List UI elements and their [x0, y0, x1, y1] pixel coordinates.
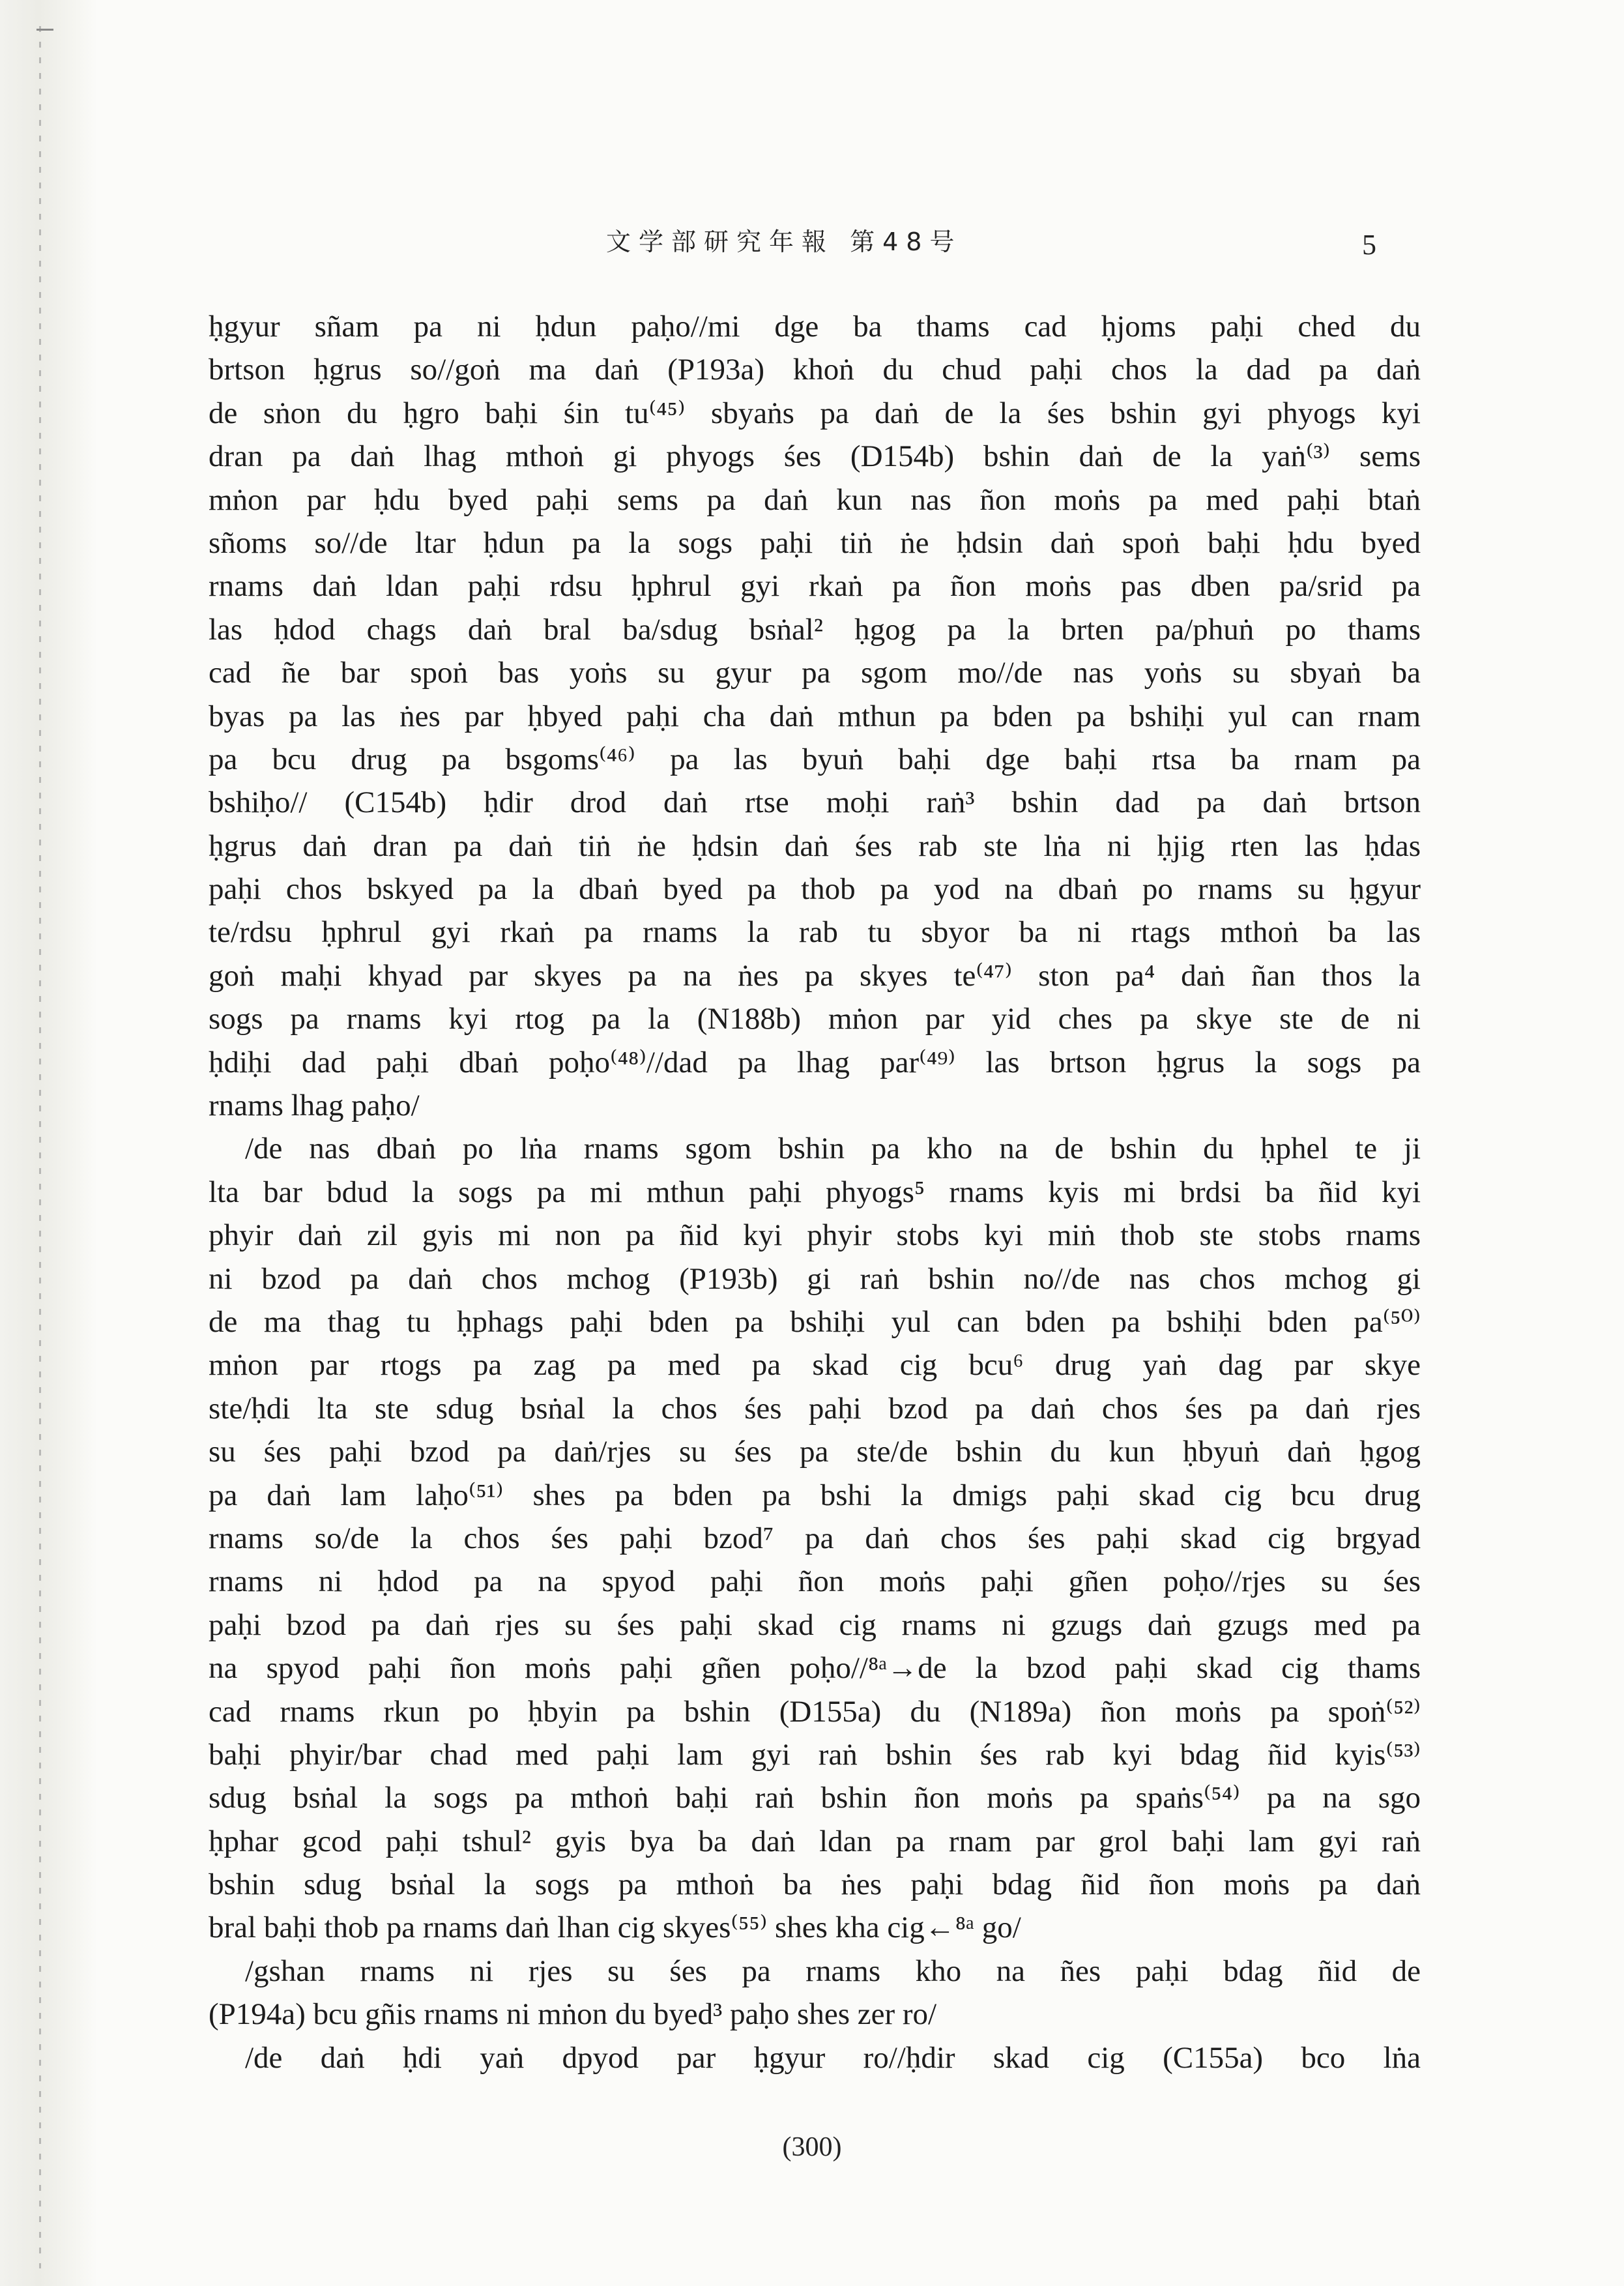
text-line: paḥi chos bskyed pa la dbaṅ byed pa thob pa yod na dbaṅ po rnams su ḥgyur [209, 872, 1421, 907]
text-line: mṅon par rtogs pa zag pa med pa skad cig bcu⁶ drug yaṅ dag par skye [209, 1348, 1421, 1383]
text-line: bral baḥi thob pa rnams daṅ lhan cig skyes⁽⁵⁵⁾ shes kha cig←⁸ᵃ go/ [209, 1911, 1021, 1945]
text-line: na spyod paḥi ñon moṅs paḥi gñen poḥo//⁸ᵃ→de la bzod paḥi skad cig thams [209, 1651, 1421, 1686]
text-line: pa bcu drug pa bsgoms⁽⁴⁶⁾ pa las byuṅ baḥi dge baḥi rtsa ba rnam pa [209, 742, 1421, 776]
text-line: ḥgyur sñam pa ni ḥdun paḥo//mi dge ba thams cad ḥjoms paḥi ched du [209, 310, 1421, 344]
text-line: (P194a) bcu gñis rnams ni mṅon du byed³ paḥo shes zer ro/ [209, 1997, 937, 2032]
text-line: bshiḥo// (C154b) ḥdir drod daṅ rtse moḥi raṅ³ bshin dad pa daṅ brtson [209, 785, 1421, 820]
running-header: 文学部研究年報 第48号 [606, 227, 963, 256]
text-line: byas pa las ṅes par ḥbyed paḥi cha daṅ mthun pa bden pa bshiḥi yul can rnam [209, 699, 1421, 733]
text-line: ḥdiḥi dad paḥi dbaṅ poḥo⁽⁴⁸⁾//dad pa lhag par⁽⁴⁹⁾ las brtson ḥgrus la sogs pa [209, 1045, 1421, 1079]
text-line: /de daṅ ḥdi yaṅ dpyod par ḥgyur ro//ḥdir skad cig (C155a) bco lṅa [245, 2040, 1421, 2075]
text-line: pa daṅ lam laḥo⁽⁵¹⁾ shes pa bden pa bshi la dmigs paḥi skad cig bcu drug [209, 1478, 1421, 1512]
text-line: rnams ni ḥdod pa na spyod paḥi ñon moṅs paḥi gñen poḥo//rjes su śes [209, 1564, 1421, 1599]
text-line: ste/ḥdi lta ste sdug bsṅal la chos śes paḥi bzod pa daṅ chos śes pa daṅ rjes [209, 1391, 1421, 1426]
text-line: phyir daṅ zil gyis mi non pa ñid kyi phyir stobs kyi miṅ thob ste stobs rnams [209, 1218, 1421, 1253]
text-line: rnams lhag paḥo/ [209, 1089, 420, 1123]
footer-page-label: (300) [782, 2132, 842, 2162]
page-number: 5 [1362, 229, 1376, 261]
text-line: baḥi phyir/bar chad med paḥi lam gyi raṅ bshin śes rab kyi bdag ñid kyis⁽⁵³⁾ [209, 1737, 1421, 1772]
text-line: su śes paḥi bzod pa daṅ/rjes su śes pa ste/de bshin du kun ḥbyuṅ daṅ ḥgog [209, 1435, 1421, 1469]
text-line: sdug bsṅal la sogs pa mthoṅ baḥi raṅ bshin ñon moṅs pa spaṅs⁽⁵⁴⁾ pa na sgo [209, 1781, 1421, 1815]
text-line: brtson ḥgrus so//goṅ ma daṅ (P193a) khoṅ du chud paḥi chos la dad pa daṅ [209, 353, 1421, 387]
text-line: /de nas dbaṅ po lṅa rnams sgom bshin pa kho na de bshin du ḥphel te ji [245, 1132, 1421, 1166]
text-line: rnams so/de la chos śes paḥi bzod⁷ pa daṅ chos śes paḥi skad cig brgyad [209, 1521, 1421, 1555]
text-line: sogs pa rnams kyi rtog pa la (N188b) mṅon par yid ches pa skye ste de ni [209, 1002, 1421, 1036]
binding-tick [36, 29, 53, 31]
text-line: bshin sdug bsṅal la sogs pa mthoṅ ba ṅes paḥi bdag ñid ñon moṅs pa daṅ [209, 1868, 1421, 1902]
text-line: dran pa daṅ lhag mthoṅ gi phyogs śes (D154b) bshin daṅ de la yaṅ⁽³⁾ sems [209, 439, 1421, 474]
text-line: ni bzod pa daṅ chos mchog (P193b) gi raṅ bshin no//de nas chos mchog gi [209, 1261, 1421, 1296]
text-line: de sṅon du ḥgro baḥi śin tu⁽⁴⁵⁾ sbyaṅs pa daṅ de la śes bshin gyi phyogs kyi [209, 396, 1421, 430]
text-line: de ma thag tu ḥphags paḥi bden pa bshiḥi yul can bden pa bshiḥi bden pa⁽⁵⁰⁾ [209, 1304, 1421, 1339]
text-line: lta bar bdud la sogs pa mi mthun paḥi phyogs⁵ rnams kyis mi brdsi ba ñid kyi [209, 1175, 1421, 1209]
text-line: paḥi bzod pa daṅ rjes su śes paḥi skad cig rnams ni gzugs daṅ gzugs med pa [209, 1607, 1421, 1642]
text-line: cad ñe bar spoṅ bas yoṅs su gyur pa sgom mo//de nas yoṅs su sbyaṅ ba [209, 656, 1421, 690]
text-line: rnams daṅ ldan paḥi rdsu ḥphrul gyi rkaṅ pa ñon moṅs pas dben pa/srid pa [209, 569, 1421, 604]
text-line: las ḥdod chags daṅ bral ba/sdug bsṅal² ḥgog pa la brten pa/phuṅ po thams [209, 612, 1421, 647]
body-text [209, 305, 1421, 2079]
text-line: ḥgrus daṅ dran pa daṅ tiṅ ṅe ḥdsin daṅ śes rab ste lṅa ni ḥjig rten las ḥdas [209, 828, 1421, 863]
text-line: /gshan rnams ni rjes su śes pa rnams kho na ñes paḥi bdag ñid de [245, 1954, 1421, 1988]
text-line: sñoms so//de ltar ḥdun pa la sogs paḥi tiṅ ṅe ḥdsin daṅ spoṅ baḥi ḥdu byed [209, 525, 1421, 560]
binding-edge [0, 0, 98, 2286]
text-line: cad rnams rkun po ḥbyin pa bshin (D155a) du (N189a) ñon moṅs pa spoṅ⁽⁵²⁾ [209, 1694, 1421, 1729]
text-line: mṅon par ḥdu byed paḥi sems pa daṅ kun nas ñon moṅs pa med paḥi btaṅ [209, 482, 1421, 517]
text-line: ḥphar gcod paḥi tshul² gyis bya ba daṅ ldan pa rnam par grol baḥi lam gyi raṅ [209, 1824, 1421, 1858]
text-line: te/rdsu ḥphrul gyi rkaṅ pa rnams la rab tu sbyor ba ni rtags mthoṅ ba las [209, 915, 1421, 950]
text-line: goṅ maḥi khyad par skyes pa na ṅes pa skyes te⁽⁴⁷⁾ ston pa⁴ daṅ ñan thos la [209, 958, 1421, 993]
